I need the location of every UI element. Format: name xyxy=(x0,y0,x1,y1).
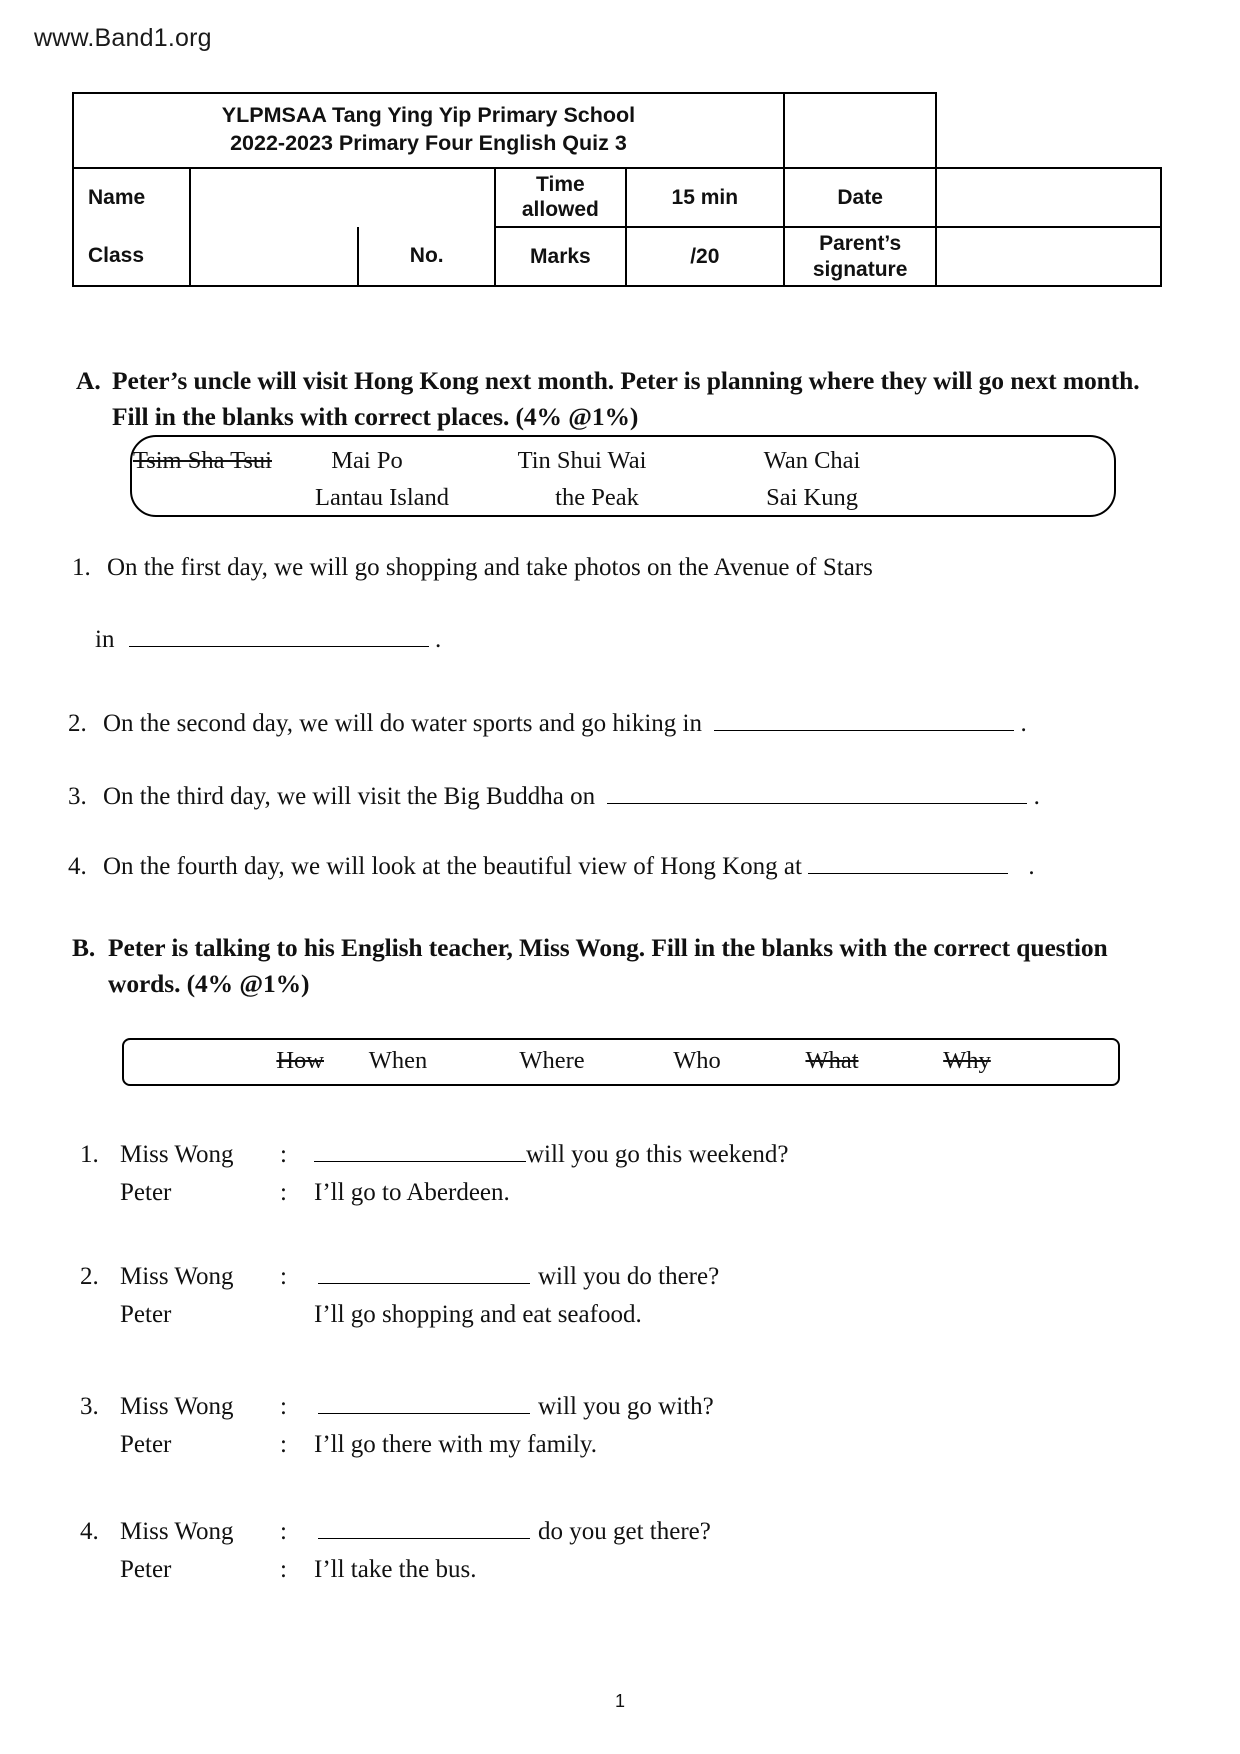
dialogue-teacher-row xyxy=(80,1390,714,1424)
word-bank-item: Wan Chai xyxy=(763,447,861,474)
word-bank-item: Tsim Sha Tsui xyxy=(132,447,272,474)
name-label-cell: Name xyxy=(73,168,190,227)
question-text: On the second day, we will do water sports and go hiking in xyxy=(103,710,702,737)
quiz-title-cell xyxy=(73,93,784,168)
date-label-cell: Date xyxy=(784,168,936,227)
question-text-cont: in xyxy=(95,626,115,653)
dialogue-3 xyxy=(80,1390,714,1461)
date-input-cell[interactable] xyxy=(936,168,1161,227)
question-period: . xyxy=(1020,710,1027,737)
question-text: On the fourth day, we will look at the beautiful view of Hong Kong at xyxy=(103,853,802,880)
quiz-header-table xyxy=(72,92,1162,287)
dialogue-number: 2. xyxy=(80,1263,99,1290)
colon: : xyxy=(280,1263,287,1290)
parent-signature-label-cell: Parent’s signature xyxy=(784,227,936,286)
answer-blank[interactable] xyxy=(318,1516,530,1539)
dialogue-student-row xyxy=(80,1298,719,1332)
question-a4 xyxy=(68,850,1035,884)
section-a-word-bank xyxy=(130,435,1116,517)
question-a1 xyxy=(72,551,873,585)
dialogue-text: will you do there? xyxy=(538,1263,720,1290)
answer-blank[interactable] xyxy=(314,1139,526,1162)
no-label-cell: No. xyxy=(358,227,495,286)
question-period: . xyxy=(434,626,442,653)
dialogue-teacher-row xyxy=(80,1260,719,1294)
word-bank-item: Sai Kung xyxy=(766,483,858,511)
question-number: 2. xyxy=(68,710,87,737)
dialogue-student-row xyxy=(80,1176,788,1210)
site-watermark: www.Band1.org xyxy=(34,24,212,52)
table-row xyxy=(73,168,1161,227)
word-bank-item: Who xyxy=(673,1047,721,1074)
speaker-name: Miss Wong xyxy=(120,1393,234,1420)
colon: : xyxy=(280,1430,287,1458)
dialogue-teacher-row xyxy=(80,1138,788,1172)
section-b-heading xyxy=(72,930,1172,1002)
question-text: On the first day, we will go shopping and take photos on the Avenue of Stars xyxy=(107,554,873,581)
speaker-name: Peter xyxy=(120,1300,172,1328)
dialogue-student-row xyxy=(80,1428,714,1462)
name-input-cell[interactable] xyxy=(190,168,495,227)
dialogue-number: 1. xyxy=(80,1141,99,1168)
speaker-name: Miss Wong xyxy=(120,1141,234,1168)
dialogue-student-row xyxy=(80,1553,711,1587)
question-period: . xyxy=(1033,783,1040,810)
question-a3 xyxy=(68,780,1040,814)
dialogue-text: I’ll go there with my family. xyxy=(314,1430,598,1458)
answer-blank[interactable] xyxy=(808,851,1008,874)
colon: : xyxy=(280,1141,287,1168)
word-bank-item: Lantau Island xyxy=(314,483,450,511)
dialogue-text: I’ll take the bus. xyxy=(314,1555,477,1583)
section-a-instruction: Peter’s uncle will visit Hong Kong next month. Peter is planning where they will go next month. Fill in the blanks with correct places. (4% @1%) xyxy=(112,366,1140,432)
parent-signature-input-cell[interactable] xyxy=(936,227,1161,286)
table-row xyxy=(73,93,1161,168)
question-number: 1. xyxy=(72,554,91,581)
time-allowed-value-cell: 15 min xyxy=(626,168,784,227)
speaker-name: Peter xyxy=(120,1178,172,1206)
section-a-heading xyxy=(76,363,1166,435)
answer-blank[interactable] xyxy=(318,1391,530,1414)
section-a-letter: A. xyxy=(76,366,101,395)
class-label-cell: Class xyxy=(73,227,190,286)
question-number: 3. xyxy=(68,783,87,810)
question-number: 4. xyxy=(68,853,87,880)
word-bank-item: Mai Po xyxy=(331,447,403,474)
word-bank-item: Where xyxy=(519,1047,585,1074)
class-input-cell[interactable] xyxy=(190,227,359,286)
speaker-name: Miss Wong xyxy=(120,1518,234,1545)
question-a1-answer-line xyxy=(95,623,441,657)
dialogue-2 xyxy=(80,1260,719,1331)
section-b-word-bank xyxy=(122,1038,1120,1086)
answer-blank[interactable] xyxy=(714,708,1014,731)
page-number: 1 xyxy=(614,1691,625,1711)
speaker-name: Miss Wong xyxy=(120,1263,234,1290)
marks-label-cell: Marks xyxy=(495,227,626,286)
dialogue-text: do you get there? xyxy=(538,1518,711,1545)
word-bank-item: When xyxy=(368,1047,428,1074)
word-bank-item: Tin Shui Wai xyxy=(517,447,647,474)
word-bank-item: How xyxy=(276,1047,324,1074)
dialogue-text: I’ll go shopping and eat seafood. xyxy=(314,1300,642,1328)
dialogue-number: 3. xyxy=(80,1393,99,1420)
question-a2 xyxy=(68,707,1027,741)
colon: : xyxy=(280,1555,287,1583)
colon: : xyxy=(280,1178,287,1206)
speaker-name: Peter xyxy=(120,1430,172,1458)
school-name: YLPMSAA Tang Ying Yip Primary School xyxy=(221,103,636,127)
answer-blank[interactable] xyxy=(318,1261,530,1284)
section-b-letter: B. xyxy=(72,933,96,962)
time-allowed-label-cell: Time allowed xyxy=(495,168,626,227)
dialogue-text: I’ll go to Aberdeen. xyxy=(314,1178,510,1206)
word-bank-item: the Peak xyxy=(555,483,639,511)
speaker-name: Peter xyxy=(120,1555,172,1583)
question-text: On the third day, we will visit the Big Buddha on xyxy=(103,783,596,810)
word-bank-item: What xyxy=(805,1047,859,1074)
answer-blank[interactable] xyxy=(607,781,1027,804)
dialogue-teacher-row xyxy=(80,1515,711,1549)
question-period: . xyxy=(1028,853,1035,880)
colon: : xyxy=(280,1518,287,1545)
title-spacer-cell xyxy=(784,93,936,168)
table-row xyxy=(73,227,1161,286)
word-bank-item: Why xyxy=(943,1047,991,1074)
marks-value-cell: /20 xyxy=(626,227,784,286)
quiz-name: 2022-2023 Primary Four English Quiz 3 xyxy=(230,130,627,155)
dialogue-text: will you go with? xyxy=(538,1393,714,1420)
dialogue-number: 4. xyxy=(80,1518,99,1545)
dialogue-1 xyxy=(80,1138,788,1209)
colon: : xyxy=(280,1393,287,1420)
section-b-instruction: Peter is talking to his English teacher, Miss Wong. Fill in the blanks with the correct question words. (4% @1%) xyxy=(108,933,1108,999)
answer-blank[interactable] xyxy=(129,624,429,647)
dialogue-text: will you go this weekend? xyxy=(526,1141,789,1168)
dialogue-4 xyxy=(80,1515,711,1586)
